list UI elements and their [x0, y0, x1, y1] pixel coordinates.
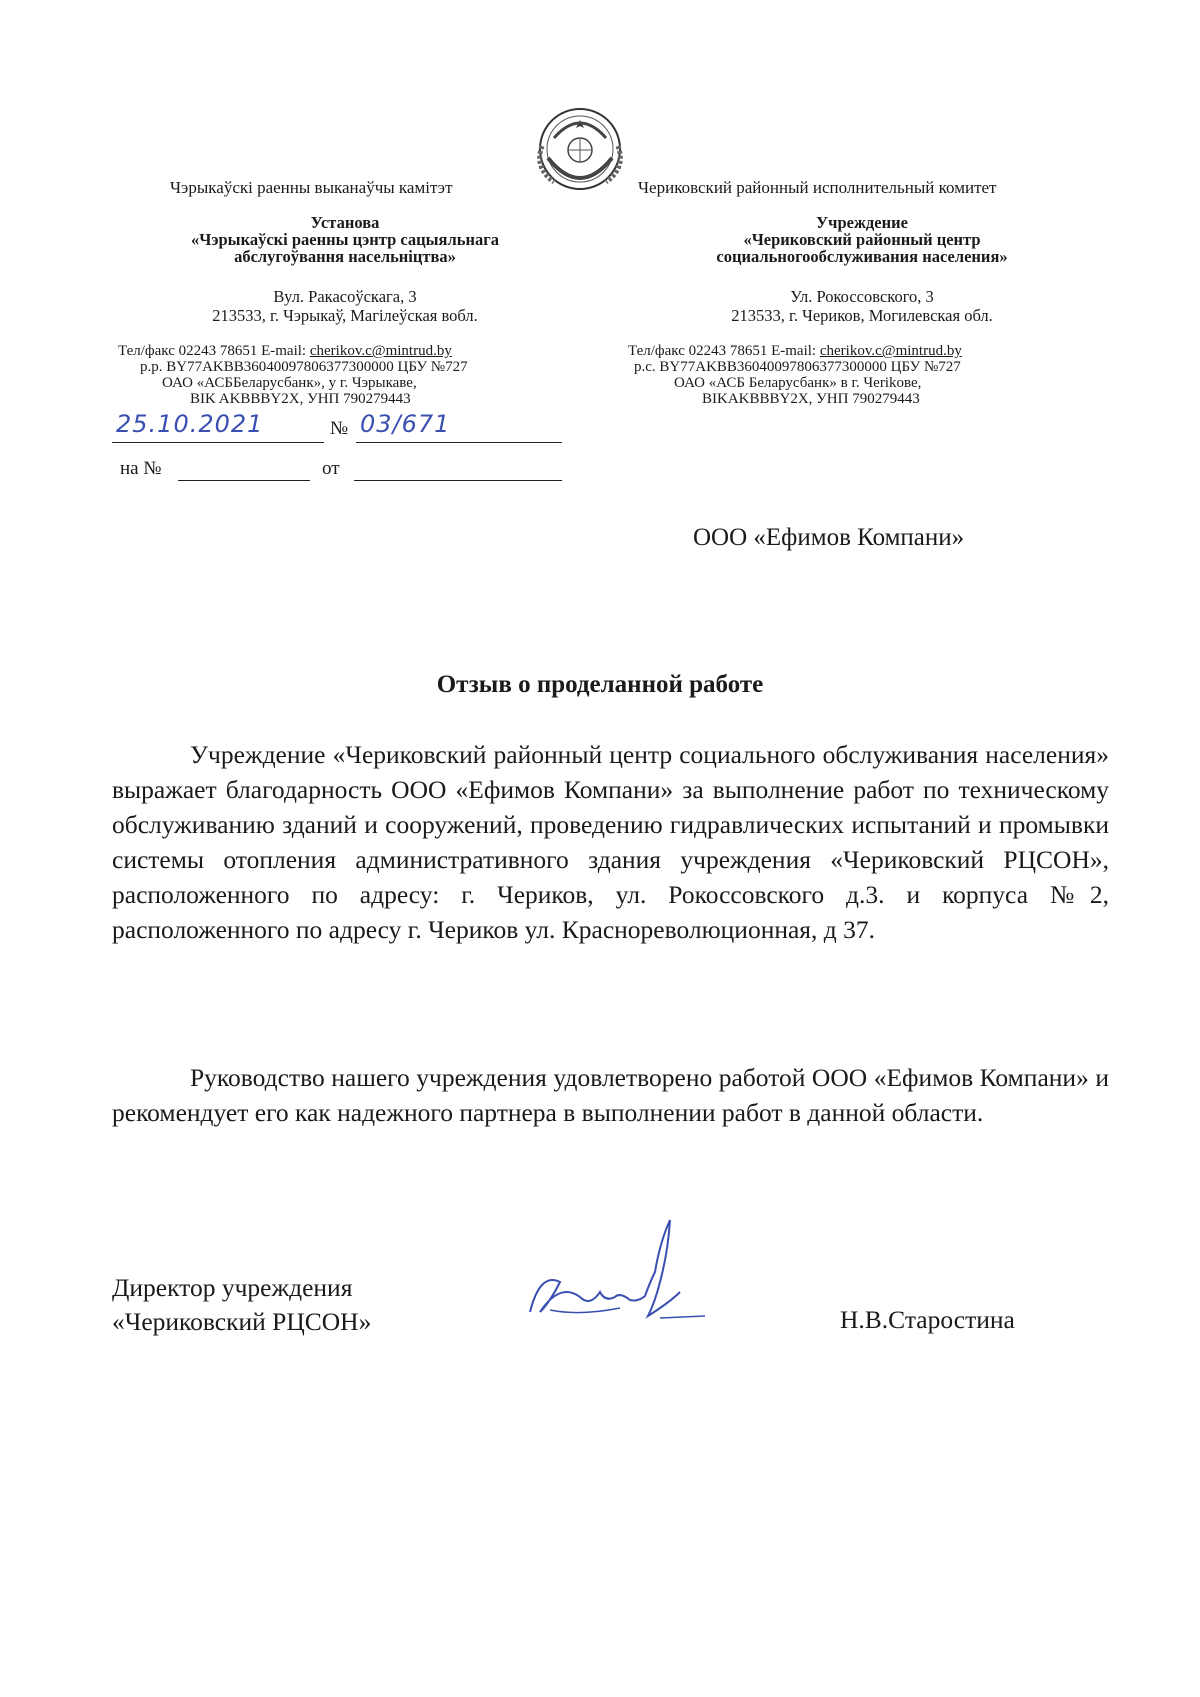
- recipient: ООО «Ефимов Компани»: [693, 524, 965, 551]
- coat-of-arms-emblem: [524, 98, 636, 200]
- institution-left-line3: абслугоўвання насельніцтва»: [234, 247, 456, 266]
- address-right-line1: Ул. Рокоссовского, 3: [790, 287, 934, 306]
- bank-left-line1: р.р. BY77AKBB36040097806377300000 ЦБУ №727: [140, 359, 468, 375]
- registration-date-field: [112, 410, 324, 443]
- reference-date-line: [354, 458, 562, 481]
- bank-right-line3: BIKAKBBBY2X, УНП 790279443: [702, 391, 920, 407]
- institution-right-line1: Учреждение: [816, 213, 908, 232]
- signatory-position: [112, 1271, 371, 1339]
- institution-right-line3: социальногообслуживания населения»: [716, 247, 1008, 266]
- address-left: [110, 287, 580, 325]
- signatory-position-line2: «Чериковский РЦСОН»: [112, 1307, 372, 1336]
- institution-left-line2: «Чэрыкаўскі раенны цэнтр сацыяльнага: [191, 230, 499, 249]
- signatory-position-line1: Директор учреждения: [112, 1273, 353, 1302]
- handwritten-signature: [520, 1212, 710, 1342]
- bank-right-line1: р.с. BY77AKBB36040097806377300000 ЦБУ №727: [634, 359, 961, 375]
- bank-right-line2: ОАО «АСБ Беларусбанк» в г. Чerikове,: [674, 375, 922, 391]
- reference-na-label: на №: [120, 458, 162, 479]
- registration-number: 03/671: [360, 410, 451, 438]
- contact-left: [118, 343, 558, 407]
- institution-right-line2: «Чериковский районный центр: [743, 230, 981, 249]
- committee-left: Чэрыкаўскі раенны выканаўчы камітэт: [170, 178, 453, 197]
- contact-right: [628, 343, 1068, 407]
- registration-no-label: №: [330, 418, 349, 439]
- reference-number-line: [178, 458, 310, 481]
- bank-left-line3: BIK AKBBBY2X, УНП 790279443: [190, 391, 411, 407]
- contact-left-phone: [118, 343, 558, 359]
- contact-left-prefix: Тел/факс 02243 78651 E-mail:: [118, 343, 310, 359]
- address-right-line2: 213533, г. Чериков, Могилевская обл.: [731, 306, 993, 325]
- bank-left-line2: ОАО «АСББеларусбанк», у г. Чэрыкаве,: [162, 375, 417, 391]
- address-left-line1: Вул. Ракасоўскага, 3: [273, 287, 417, 306]
- registration-number-field: [356, 410, 562, 443]
- document-title: Отзыв о проделанной работе: [436, 671, 764, 698]
- signatory-name: Н.В.Старостина: [840, 1305, 1015, 1334]
- institution-left-line1: Установа: [310, 213, 380, 232]
- reference-ot-label: от: [322, 458, 340, 479]
- contact-right-phone: [628, 343, 1068, 359]
- email-link-right[interactable]: cherikov.c@mintrud.by: [819, 343, 962, 359]
- body-paragraph-1: Учреждение «Чериковский районный центр социального обслуживания населения» выражает благодарность ООО «Ефимов Компани» за выполнение работ по техническому обслуживанию зданий и сооружений, проведению гидравлических испытаний и промывки системы отопления административного здания учреждения «Чериковский РЦСОН», расположенного по адресу: г. Чериков, ул. Рокоссовского д.3. и корпуса №2, расположенного по адресу г. Чериков ул. Краснореволюционная, д 37.: [112, 740, 1109, 944]
- address-right: [632, 287, 1092, 325]
- address-left-line2: 213533, г. Чэрыкаў, Магілеўская вобл.: [212, 306, 478, 325]
- institution-left: [110, 214, 580, 265]
- email-link-left[interactable]: cherikov.c@mintrud.by: [309, 343, 452, 359]
- committee-right: Чериковский районный исполнительный комитет: [638, 178, 997, 197]
- body-paragraph-2: Руководство нашего учреждения удовлетворено работой ООО «Ефимов Компани» и рекомендует его как надежного партнера в выполнении работ в данной области.: [112, 1063, 1109, 1127]
- registration-date: 25.10.2021: [116, 410, 264, 438]
- contact-right-prefix: Тел/факс 02243 78651 E-mail:: [628, 343, 820, 359]
- institution-right: [632, 214, 1092, 265]
